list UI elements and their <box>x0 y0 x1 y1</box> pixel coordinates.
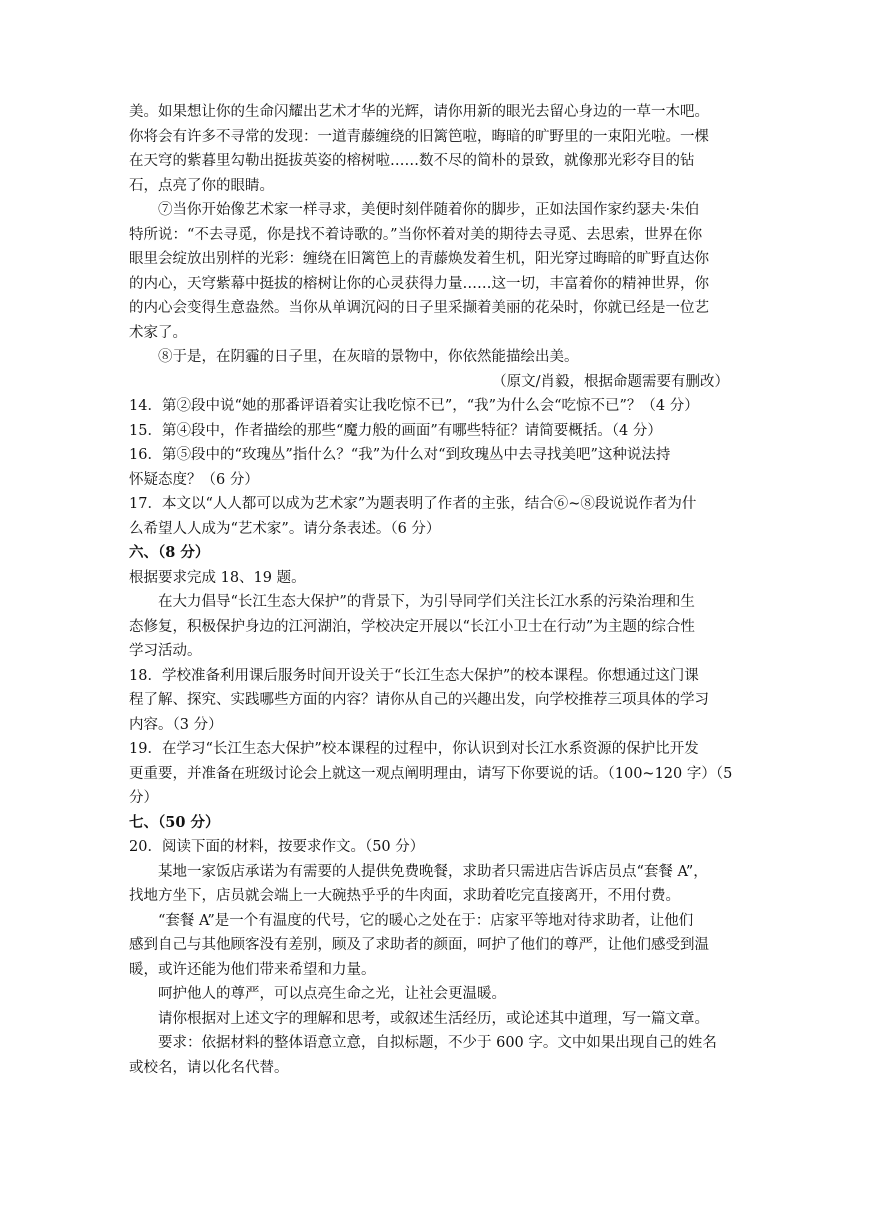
text-line: 石，点亮了你的眼睛。 <box>129 177 274 194</box>
section-heading-6: 六、（8 分） <box>129 544 210 561</box>
text-line: 暖，或许还能为他们带来希望和力量。 <box>129 961 376 978</box>
text-line: 的内心会变得生意盎然。当你从单调沉闷的日子里采撷着美丽的花朵时，你就已经是一位艺 <box>129 300 709 316</box>
question-17: 17．本文以“人人都可以成为艺术家”为题表明了作者的主张，结合⑥~⑧段说说作者为什 <box>129 496 697 512</box>
source-note: （原文/肖毅，根据命题需要有删改） <box>492 373 729 390</box>
text-line: 感到自己与其他顾客没有差别，顾及了求助者的颜面，呵护了他们的尊严，让他们感受到温 <box>129 937 709 953</box>
section-instruction: 根据要求完成 18、19 题。 <box>129 569 306 586</box>
question-19: 19．在学习“长江生态大保护”校本课程的过程中，你认识到对长江水系资源的保护比开发 <box>129 741 699 757</box>
text-line: 学习活动。 <box>129 643 202 659</box>
text-line: 在天穹的紫暮里勾勒出挺拔英姿的榕树啦……数不尽的简朴的景致，就像那光彩夺目的钻 <box>129 153 695 169</box>
text-line: 态修复，积极保护身边的江河湖泊，学校决定开展以“长江小卫士在行动”为主题的综合性 <box>129 618 695 635</box>
paragraph-8: ⑧于是，在阴霾的日子里，在灰暗的景物中，你依然能描绘出美。 <box>158 349 579 365</box>
material-paragraph: 呵护他人的尊严，可以点亮生命之光，让社会更温暖。 <box>158 986 506 1002</box>
question-18: 18．学校准备利用课后服务时间开设关于“长江生态大保护”的校本课程。你想通过这门课 <box>129 667 699 684</box>
section-heading-7: 七、（50 分） <box>129 813 220 831</box>
text-line: 找地方坐下，店员就会端上一大碗热乎乎的牛肉面，求助着吃完直接离开，不用付费。 <box>129 888 680 904</box>
text-line: 分） <box>129 790 158 806</box>
text-line: 眼里会绽放出别样的光彩：缠绕在旧篱笆上的青藤焕发着生机，阳光穿过晦暗的旷野直达你 <box>129 251 709 267</box>
text-line: 么希望人人成为“艺术家”。请分条表述。（6 分） <box>129 520 441 537</box>
text-line: 更重要，并准备在班级讨论会上就这一观点阐明理由，请写下你要说的话。（100~120 字）（5 <box>129 765 733 782</box>
document-body <box>129 100 741 1080</box>
text-line: 美。如果想让你的生命闪耀出艺术才华的光辉，请你用新的眼光去留心身边的一草一木吧。 <box>129 104 709 120</box>
material-paragraph: “套餐 A”是一个有温度的代号，它的暖心之处在于：店家平等地对待求助者，让他们 <box>158 912 694 929</box>
text-line: 怀疑态度？（6 分） <box>129 471 259 488</box>
question-15: 15．第④段中，作者描绘的那些“魔力般的画面”有哪些特征？请简要概括。（4 分） <box>129 422 662 439</box>
question-20: 20．阅读下面的材料，按要求作文。（50 分） <box>129 839 425 855</box>
material-paragraph: 请你根据对上述文字的理解和思考，或叙述生活经历，或论述其中道理，写一篇文章。 <box>158 1010 709 1027</box>
text-line: 或校名，请以化名代替。 <box>129 1059 289 1076</box>
material-paragraph: 某地一家饭店承诺为有需要的人提供免费晚餐，求助者只需进店告诉店员点“套餐 A”， <box>158 863 708 880</box>
text-line: 你将会有许多不寻常的发现：一道青藤缠绕的旧篱笆啦，晦暗的旷野里的一束阳光啦。一棵 <box>129 128 709 145</box>
text-line: 程了解、探究、实践哪些方面的内容？请你从自己的兴趣出发，向学校推荐三项具体的学习 <box>129 692 709 708</box>
requirements-paragraph: 要求：依据材料的整体语意立意，自拟标题，不少于 600 字。文中如果出现自己的姓名 <box>158 1035 717 1051</box>
text-line: 的内心，天穹紫幕中挺拔的榕树让你的心灵获得力量……这一切，丰富着你的精神世界，你 <box>129 275 709 292</box>
background-paragraph: 在大力倡导“长江生态大保护”的背景下，为引导同学们关注长江水系的污染治理和生 <box>158 594 695 610</box>
text-line: 特所说：“不去寻觅，你是找不着诗歌的。”当你怀着对美的期待去寻觅、去思索，世界在你 <box>129 226 703 243</box>
paragraph-7-start: ⑦当你开始像艺术家一样寻求，美便时刻伴随着你的脚步，正如法国作家约瑟夫·朱伯 <box>158 202 700 218</box>
question-14: 14．第②段中说“她的那番评语着实让我吃惊不已”，“我”为什么会“吃惊不已”？（4 分） <box>129 398 699 414</box>
text-line: 内容。（3 分） <box>129 716 223 733</box>
question-16: 16．第⑤段中的“玫瑰丛”指什么？“我”为什么对“到玫瑰丛中去寻找美吧”这种说法持 <box>129 447 671 463</box>
text-line: 术家了。 <box>129 324 187 341</box>
